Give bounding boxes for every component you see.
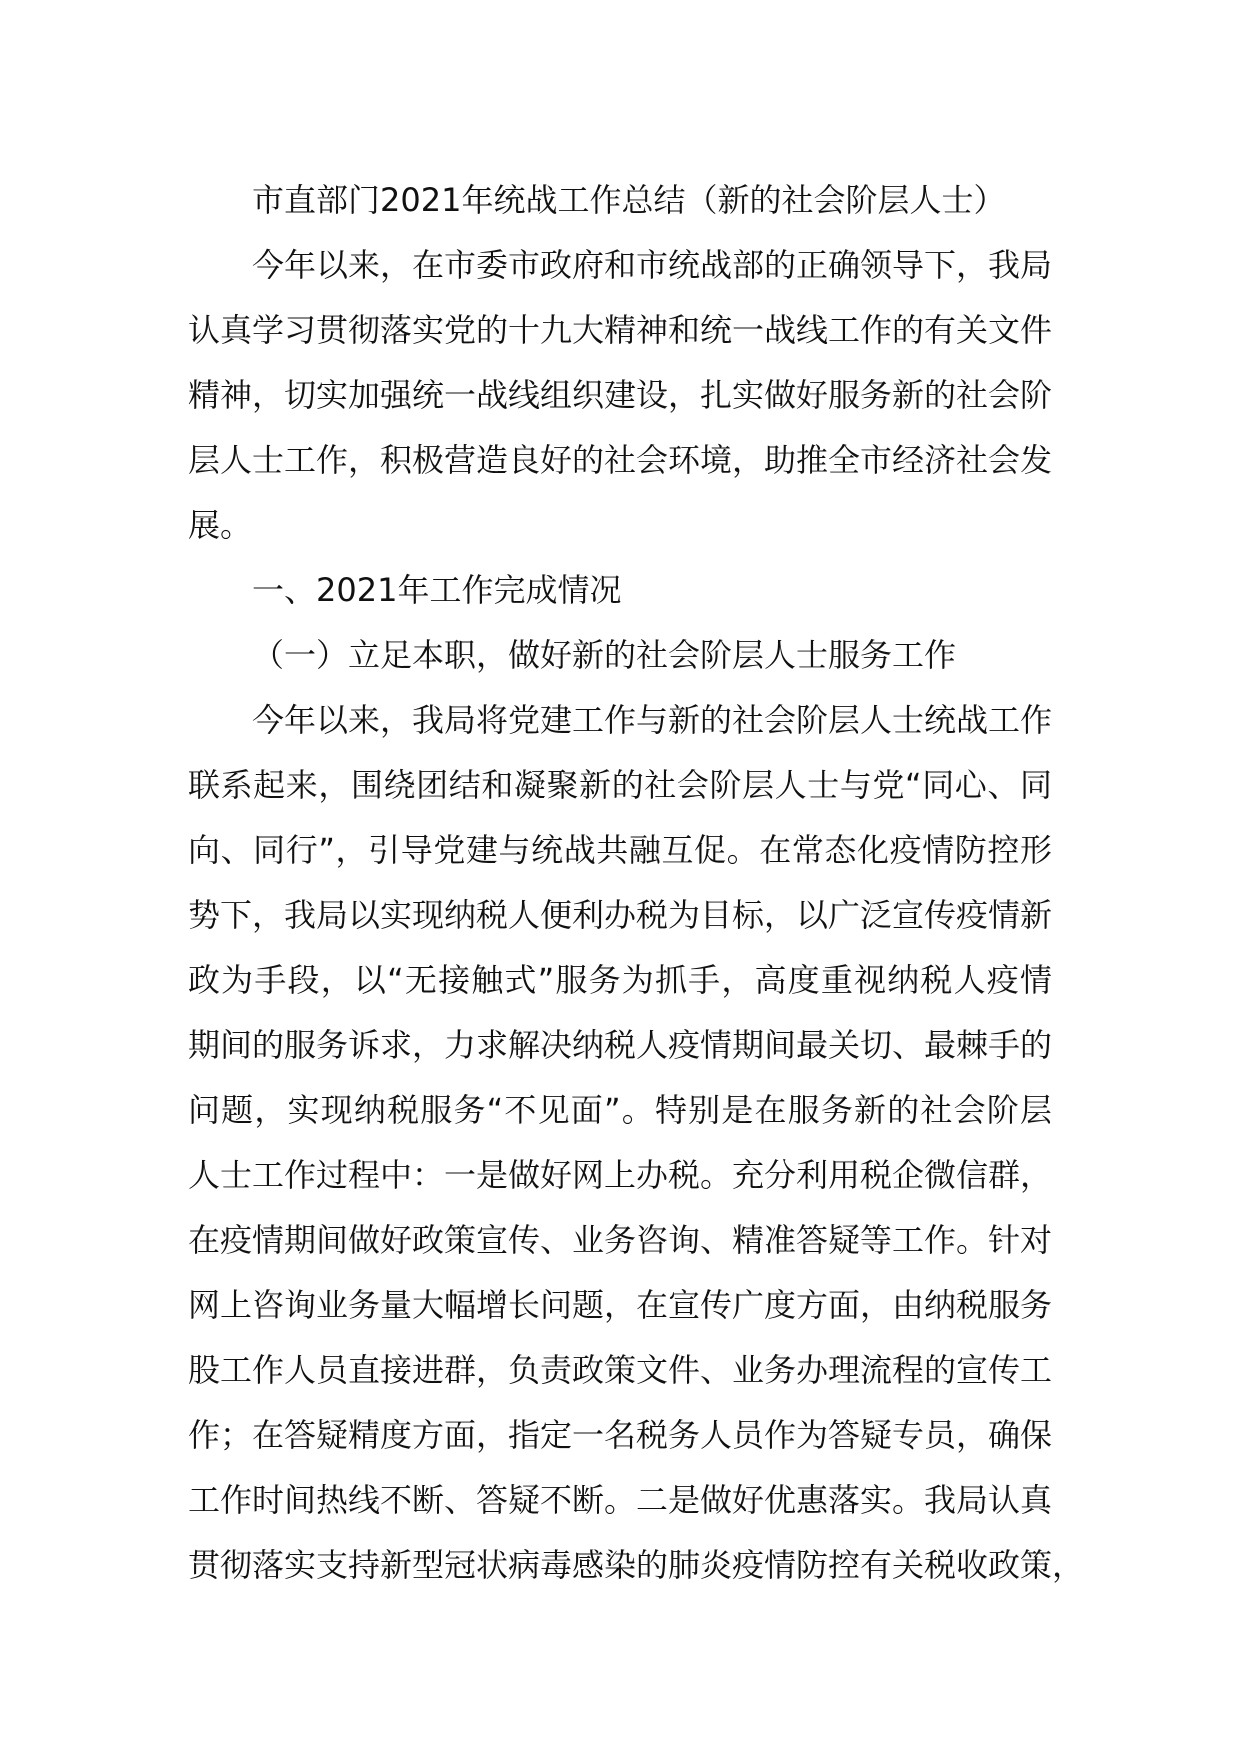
document-body <box>188 168 1085 1598</box>
body-paragraph <box>188 688 1085 1598</box>
text-line: 作；在答疑精度方面，指定一名税务人员作为答疑专员，确保 <box>188 1416 1053 1454</box>
text-line: 势下，我局以实现纳税人便利办税为目标，以广泛宣传疫情新 <box>188 896 1053 934</box>
text-line: 期间的服务诉求，力求解决纳税人疫情期间最关切、最棘手的 <box>188 1026 1053 1064</box>
text-line: 股工作人员直接进群，负责政策文件、业务办理流程的宣传工 <box>188 1351 1053 1389</box>
text-line: 精神，切实加强统一战线组织建设，扎实做好服务新的社会阶 <box>188 376 1053 414</box>
text-line: 今年以来，在市委市政府和市统战部的正确领导下，我局 <box>252 246 1053 284</box>
subsection-heading: （一）立足本职，做好新的社会阶层人士服务工作 <box>252 636 957 674</box>
text-line: 在疫情期间做好政策宣传、业务咨询、精准答疑等工作。针对 <box>188 1221 1053 1259</box>
text-line: 人士工作过程中：一是做好网上办税。充分利用税企微信群， <box>188 1156 1053 1194</box>
text-line: 政为手段，以“无接触式”服务为抓手，高度重视纳税人疫情 <box>188 961 1052 999</box>
text-line: 展。 <box>188 506 253 544</box>
text-line: 联系起来，围绕团结和凝聚新的社会阶层人士与党“同心、同 <box>188 766 1052 804</box>
text-line: 认真学习贯彻落实党的十九大精神和统一战线工作的有关文件 <box>188 311 1053 349</box>
text-line: 层人士工作，积极营造良好的社会环境，助推全市经济社会发 <box>188 441 1053 479</box>
text-line: 网上咨询业务量大幅增长问题，在宣传广度方面，由纳税服务 <box>188 1286 1053 1324</box>
text-line: 向、同行”，引导党建与统战共融互促。在常态化疫情防控形 <box>188 831 1052 869</box>
text-line: 工作时间热线不断、答疑不断。二是做好优惠落实。我局认真 <box>188 1481 1053 1519</box>
text-line: 今年以来，我局将党建工作与新的社会阶层人士统战工作 <box>252 701 1053 739</box>
section-heading: 一、2021年工作完成情况 <box>252 571 622 609</box>
text-line: 贯彻落实支持新型冠状病毒感染的肺炎疫情防控有关税收政策， <box>188 1546 1085 1584</box>
intro-paragraph <box>188 233 1052 558</box>
text-line: 问题，实现纳税服务“不见面”。特别是在服务新的社会阶层 <box>188 1091 1052 1129</box>
document-title: 市直部门2021年统战工作总结（新的社会阶层人士） <box>252 181 1006 219</box>
